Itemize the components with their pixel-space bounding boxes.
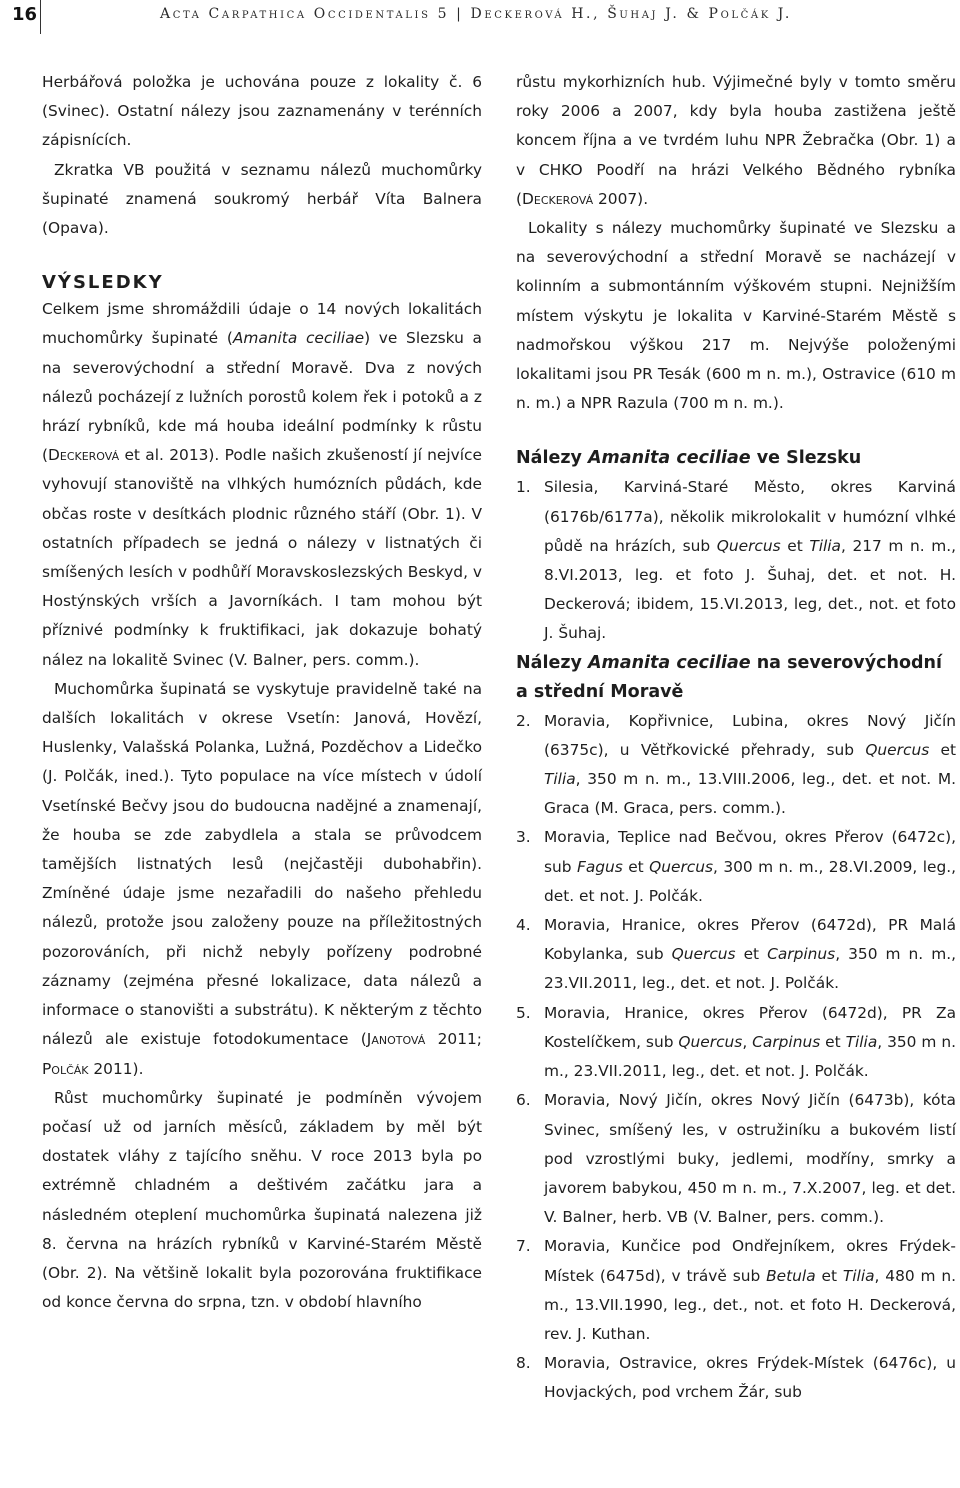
citation-author: Polčák	[42, 1059, 89, 1078]
list-item: 4. Moravia, Hranice, okres Přerov (6472d), PR Malá Kobylanka, sub Quercus et Carpinus, 350 m n. m., 23.VII.2011, leg., det. et not. J. Polčák.	[516, 916, 956, 993]
page-number: 16	[12, 4, 38, 25]
list-item: 7. Moravia, Kunčice pod Ondřejníkem, okres Frýdek-Místek (6475d), v trávě sub Betula et Tilia, 480 m n. m., 13.VII.1990, leg., det., not. et foto H. Deckerová, rev. J. Kuthan.	[516, 1237, 956, 1343]
header-divider	[40, 0, 41, 34]
paragraph-altitude: Lokality s nálezy muchomůrky šupinaté ve Slezsku a na severovýchodní a střední Moravě se nacházejí v kolinním a submontánním výškovém stupni. Nejnižším místem výskytu je lokalita v Karviné-Starém Městě s nadmořskou výškou 217 m. Nejvýše položenými lokalitami jsou PR Tesák (600 m n. m.), Ostravice (610 m n. m.) a NPR Razula (700 m n. m.).	[516, 219, 956, 413]
paragraph-abbreviation: Zkratka VB použitá v seznamu nálezů muchomůrky šupinaté znamená soukromý herbář Víta Balnera (Opava).	[42, 160, 482, 238]
paragraph-results: Celkem jsme shromáždili údaje o 14 nových lokalitách muchomůrky šupinaté (Amanita ceciliae) ve Slezsku a na severovýchodní a střední Moravě. Dva z nových nálezů pocházejí z lužních porostů kolem řek i potoků a z hrází rybníků, kde má houba ideální podmínky k růstu (Deckerová et al. 2013). Podle našich zkušeností jí nejvíce vyhovují stanoviště na vlhkých humózních půdách, kde občas roste v desítkách plodnic různého stáří (Obr. 1). V ostatních případech se jedná o nálezy v listnatých či smíšených lesích v podhůří Moravskoslezských Beskyd, v Hostýnských vrších a Javorníkách. I tam mohou být příznivé podmínky k fruktifikaci, jak dokazuje bohatý nález na lokalitě Svinec (V. Balner, pers. comm.).	[42, 300, 482, 669]
paragraph-vsetin: Muchomůrka šupinatá se vyskytuje pravidelně také na dalších lokalitách v okrese Vsetín: Janová, Hovězí, Huslenky, Valašská Polanka, Lužná, Pozděchov a Lidečko (J. Polčák, ined.). Tyto populace na více místech v údolí Vsetínské Bečvy jsou do budoucna nadějné a znamenají, že houba se zde zabydlela a stala se průvodcem tamějších listnatých lesů (nejčastěji dubohabřin). Zmíněné údaje jsme nezařadili do našeho přehledu nálezů, protože jsou založeny pouze na příležitostných pozorováních, při nichž nebyly pořízeny podrobné záznamy (zejména přesné lokalizace, data nálezů a informace o stanovišti a substrátu). K některým z těchto nálezů ale existuje fotodokumentace (Janotová 2011; Polčák 2011).	[42, 679, 482, 1078]
list-item: 6. Moravia, Nový Jičín, okres Nový Jičín (6473b), kóta Svinec, smíšený les, v ostružiníku a bukovém listí pod vzrostlými buky, jedlemi, modříny, smrky a javorem babykou, 450 m n. m., 7.X.2007, leg. et det. V. Balner, herb. VB (V. Balner, pers. comm.).	[516, 1091, 956, 1227]
list-item: 3. Moravia, Teplice nad Bečvou, okres Přerov (6472c), sub Fagus et Quercus, 300 m n. m., 28.VI.2009, leg., det. et not. J. Polčák.	[516, 828, 957, 905]
right-column	[516, 68, 956, 1408]
running-title: Acta Carpathica Occidentalis 5 | Deckerová H., Šuhaj J. & Polčák J.	[160, 6, 792, 22]
heading-moravia: Nálezy Amanita ceciliae na severovýchodní a střední Moravě	[516, 652, 942, 702]
citation-author: Deckerová	[522, 189, 594, 208]
citation-author: Deckerová	[48, 446, 120, 465]
list-item: 5. Moravia, Hranice, okres Přerov (6472d), PR Za Kostelíčkem, sub Quercus, Carpinus et Tilia, 350 m n. m., 23.VII.2011, leg., det. et not. J. Polčák.	[516, 1003, 956, 1081]
list-item: 1. Silesia, Karviná-Staré Město, okres Karviná (6176b/6177a), několik mikrolokalit v humózní vlhké půdě na hrázích, sub Quercus et Tilia, 217 m n. m., 8.VI.2013, leg. et foto J. Šuhaj, det. et not. H. Deckerová; ibidem, 15.VI.2013, leg, det., not. et foto J. Šuhaj.	[516, 478, 956, 643]
section-title: VÝSLEDKY	[42, 272, 164, 294]
paragraph-growth: Růst muchomůrky šupinaté je podmíněn vývojem počasí už od jarních měsíců, základem by měl být dostatek vláhy z tajícího sněhu. V roce 2013 byla po extrémně chladném a deštivém začátku jara a následném oteplení muchomůrka šupinatá nalezena již 8. června na hrázích rybníků v Karviné-Starém Městě (Obr. 2). Na většině lokalit byla pozorována fruktifikace od konce června do srpna, tzn. v období hlavního	[42, 1088, 482, 1312]
species-name: Amanita ceciliae	[232, 329, 365, 348]
list-item: 2. Moravia, Kopřivnice, Lubina, okres Nový Jičín (6375c), u Větřkovické přehrady, sub Quercus et Tilia, 350 m n. m., 13.VIII.2006, leg., det. et not. M. Graca (M. Graca, pers. comm.).	[516, 711, 956, 818]
heading-silesia: Nálezy Amanita ceciliae ve Slezsku	[516, 448, 862, 469]
paragraph-herbarium: Herbářová položka je uchována pouze z lokality č. 6 (Svinec). Ostatní nálezy jsou zaznamenány v terénních zápisnících.	[42, 73, 482, 150]
page-header	[0, 0, 960, 42]
citation-author: Janotová	[366, 1030, 426, 1049]
list-item: 8. Moravia, Ostravice, okres Frýdek-Místek (6476c), u Hovjackých, pod vrchem Žár, sub	[516, 1354, 956, 1402]
paragraph-continuation: růstu mykorhizních hub. Výjimečné byly v tomto směru roky 2006 a 2007, kdy byla houba zastižena ještě koncem října a ve tvrdém luhu NPR Žebračka (Obr. 1) a v CHKO Poodří na hrázi Velkého Bědného rybníka (Deckerová 2007).	[516, 73, 956, 208]
left-column	[42, 68, 482, 1317]
